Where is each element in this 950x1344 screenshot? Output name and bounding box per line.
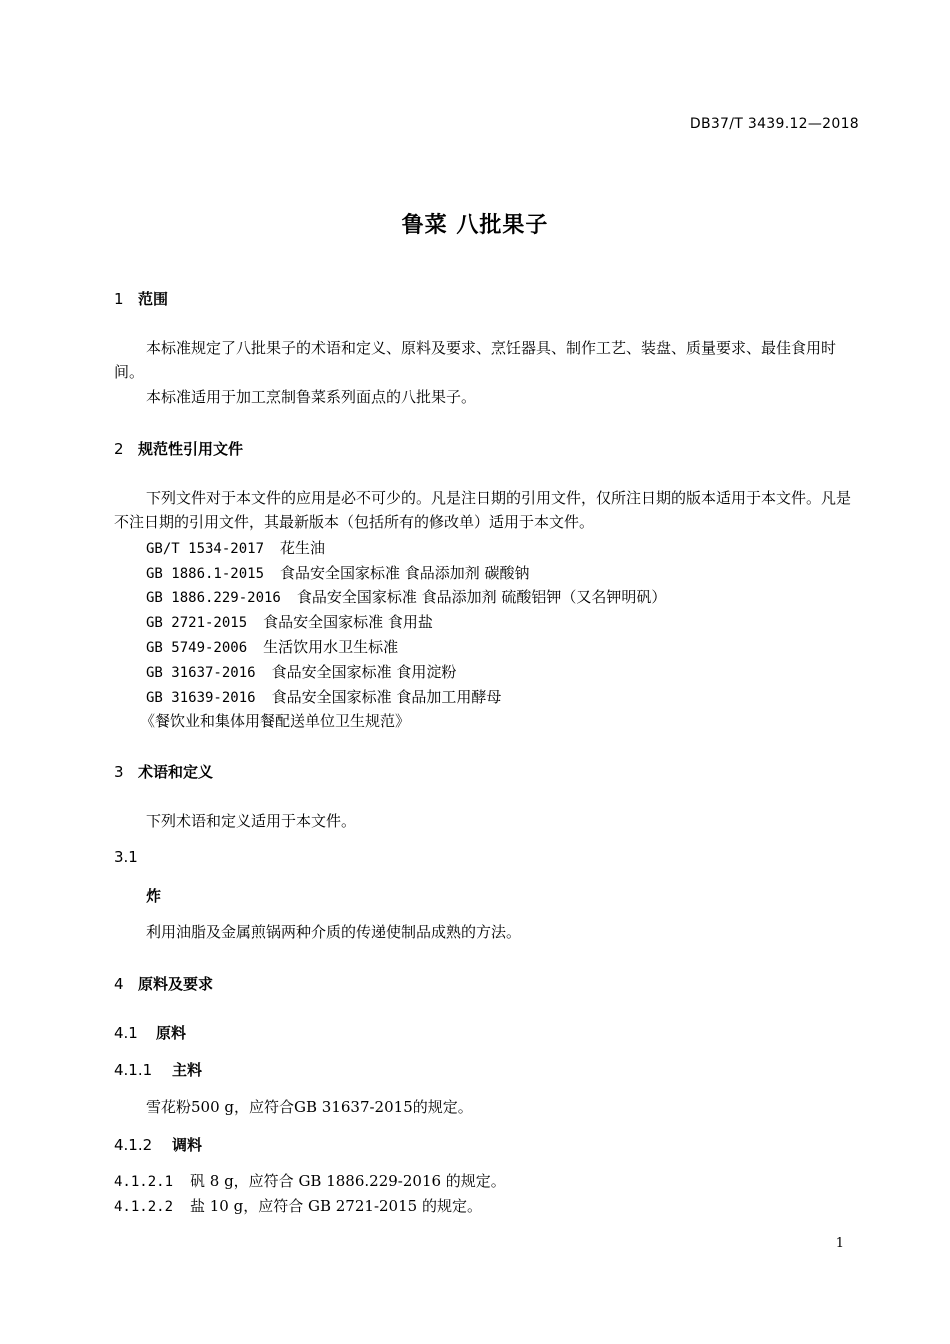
section-3-heading — [114, 761, 213, 782]
reference-code: GB 2721-2015 — [146, 615, 248, 631]
reference-code: GB 31639-2016 — [146, 690, 256, 706]
paragraph-text: 本标准适用于加工烹制鲁菜系列面点的八批果子。 — [146, 388, 477, 406]
section-3-intro — [114, 809, 860, 833]
section-2-heading — [114, 438, 243, 459]
list-item-number: 4.1.2.1 — [114, 1174, 174, 1190]
list-item-text: 矾 8 g，应符合 GB 1886.229-2016 的规定。 — [190, 1172, 506, 1190]
section-title: 规范性引用文件 — [138, 440, 244, 458]
reference-name: 食品安全国家标准 食用淀粉 — [271, 663, 457, 681]
section-number: 1 — [114, 290, 124, 308]
reference-code: GB 31637-2016 — [146, 665, 256, 681]
section-2-intro — [114, 486, 860, 534]
list-item-number: 4.1.2.2 — [114, 1199, 174, 1215]
reference-code: GB 5749-2006 — [146, 640, 248, 656]
section-number: 4.1 — [114, 1024, 138, 1042]
reference-code: GB 1886.1-2015 — [146, 566, 265, 582]
section-4-1-heading — [114, 1022, 186, 1043]
page-number: 1 — [835, 1236, 844, 1251]
reference-name: 食品安全国家标准 食品加工用酵母 — [271, 688, 502, 706]
reference-item — [146, 636, 398, 657]
reference-item — [146, 586, 666, 607]
list-item — [114, 1195, 482, 1216]
paragraph-text: 雪花粉500 g，应符合GB 31637-2015的规定。 — [146, 1098, 473, 1116]
section-4-1-2-heading — [114, 1134, 202, 1155]
document-code: DB37/T 3439.12—2018 — [689, 116, 859, 132]
reference-item — [146, 562, 530, 583]
paragraph-text: 利用油脂及金属煎锅两种介质的传递使制品成熟的方法。 — [146, 923, 522, 941]
document-title: 鲁菜 八批果子 — [401, 213, 549, 238]
reference-name: 花生油 — [280, 539, 326, 557]
paragraph-text: 本标准规定了八批果子的术语和定义、原料及要求、烹饪器具、制作工艺、装盘、质量要求、最佳食用时间。 — [114, 339, 837, 381]
section-4-1-1-text — [114, 1095, 860, 1119]
reference-item — [146, 686, 501, 707]
reference-item — [146, 611, 433, 632]
section-4-heading — [114, 973, 213, 994]
term-number: 3.1 — [114, 848, 138, 866]
section-title: 原料 — [156, 1024, 187, 1042]
section-number: 4.1.1 — [114, 1061, 153, 1079]
reference-item — [146, 537, 325, 558]
section-number: 3 — [114, 763, 124, 781]
section-1-heading — [114, 288, 168, 309]
section-title: 主料 — [172, 1061, 203, 1079]
reference-name: 生活饮用水卫生标准 — [263, 638, 399, 656]
section-1-paragraph-2 — [114, 385, 860, 409]
paragraph-text: 下列文件对于本文件的应用是必不可少的。凡是注日期的引用文件，仅所注日期的版本适用于本文件。凡是不注日期的引用文件，其最新版本（包括所有的修改单）适用于本文件。 — [114, 489, 852, 531]
section-1-paragraph-1 — [114, 336, 860, 384]
reference-code: GB/T 1534-2017 — [146, 541, 265, 557]
section-number: 4 — [114, 975, 124, 993]
reference-name: 食品安全国家标准 食品添加剂 硫酸铝钾（又名钾明矾） — [296, 588, 667, 606]
section-title: 调料 — [172, 1136, 203, 1154]
reference-code: GB 1886.229-2016 — [146, 590, 281, 606]
reference-name: 食品安全国家标准 食用盐 — [263, 613, 433, 631]
list-item — [114, 1170, 506, 1191]
section-4-1-1-heading — [114, 1059, 202, 1080]
section-title: 原料及要求 — [138, 975, 214, 993]
reference-item — [146, 661, 456, 682]
list-item-text: 盐 10 g，应符合 GB 2721-2015 的规定。 — [190, 1197, 482, 1215]
section-number: 4.1.2 — [114, 1136, 153, 1154]
reference-item-extra: 《餐饮业和集体用餐配送单位卫生规范》 — [140, 712, 411, 730]
section-title: 术语和定义 — [138, 763, 214, 781]
reference-name: 食品安全国家标准 食品添加剂 碳酸钠 — [280, 564, 530, 582]
term-definition — [114, 920, 860, 944]
term-name: 炸 — [146, 887, 162, 905]
section-title: 范围 — [138, 290, 169, 308]
paragraph-text: 下列术语和定义适用于本文件。 — [146, 812, 357, 830]
section-number: 2 — [114, 440, 124, 458]
